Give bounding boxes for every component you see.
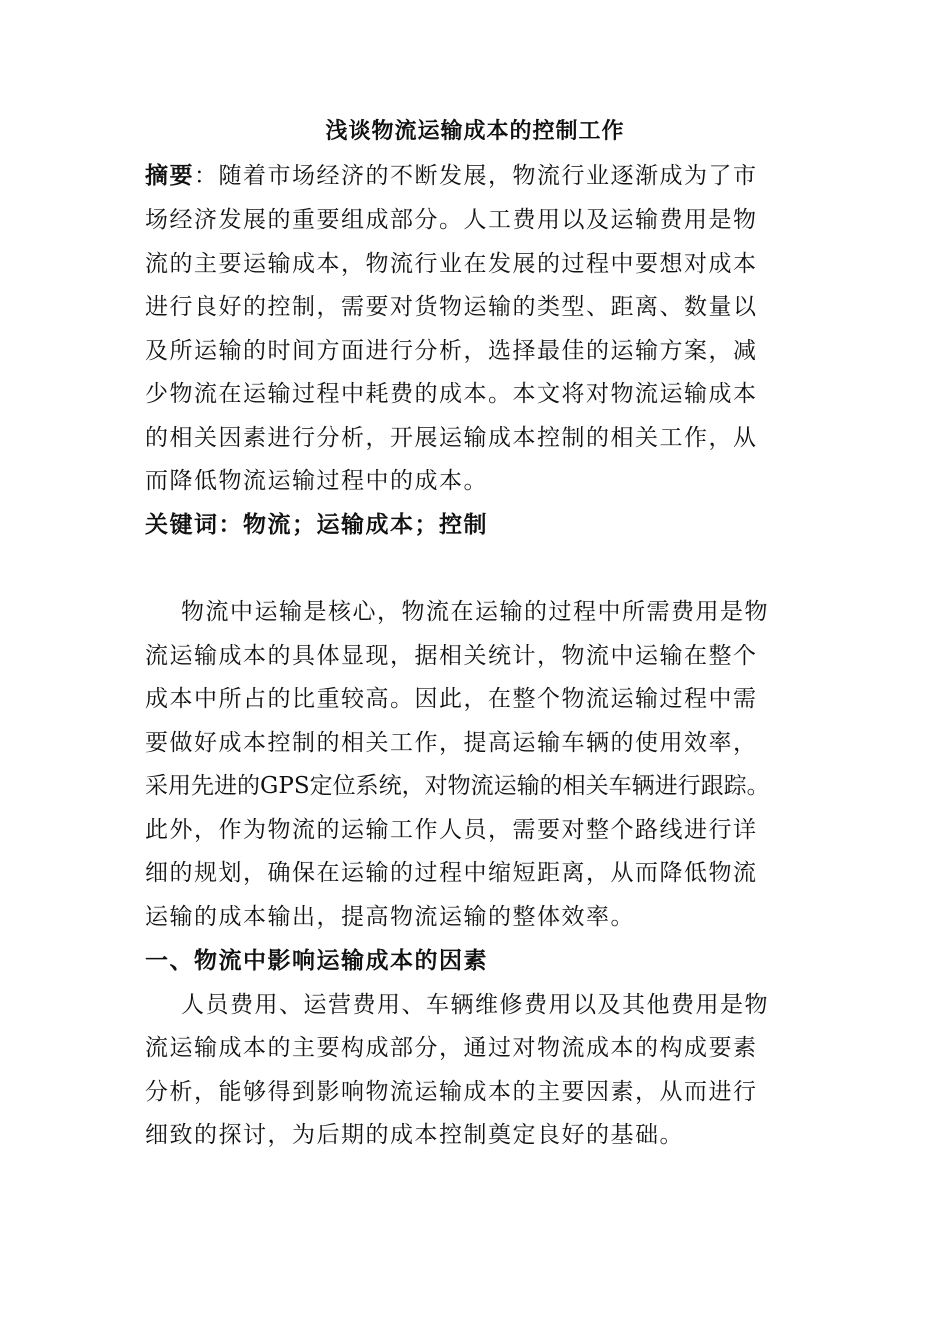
abstract-line-6: 少物流在运输过程中耗费的成本。本文将对物流运输成本 — [145, 381, 758, 407]
abstract-line-2: 场经济发展的重要组成部分。人工费用以及运输费用是物 — [145, 207, 758, 233]
section-line-3: 分析，能够得到影响物流运输成本的主要因素，从而进行 — [145, 1079, 758, 1105]
section-heading: 一、物流中影响运输成本的因素 — [145, 948, 488, 974]
intro-line-7: 细的规划，确保在运输的过程中缩短距离，从而降低物流 — [145, 860, 758, 886]
intro-line-2: 流运输成本的具体显现，据相关统计，物流中运输在整个 — [145, 643, 758, 669]
intro-line-8: 运输的成本输出，提高物流运输的整体效率。 — [145, 904, 635, 930]
intro-line-3: 成本中所占的比重较高。因此，在整个物流运输过程中需 — [145, 686, 758, 712]
intro-line-5: 采用先进的GPS定位系统，对物流运输的相关车辆进行跟踪。 — [145, 773, 770, 799]
abstract-text: ：随着市场经济的不断发展，物流行业逐渐成为了市 — [194, 163, 758, 189]
keywords-line: 关键词：物流；运输成本；控制 — [145, 512, 488, 538]
section-line-2: 流运输成本的主要构成部分，通过对物流成本的构成要素 — [145, 1035, 758, 1061]
abstract-line-7: 的相关因素进行分析，开展运输成本控制的相关工作，从 — [145, 425, 758, 451]
abstract-line-8: 而降低物流运输过程中的成本。 — [145, 468, 488, 494]
intro-line-6: 此外，作为物流的运输工作人员，需要对整个路线进行详 — [145, 817, 758, 843]
section-line-1: 人员费用、运营费用、车辆维修费用以及其他费用是物 — [181, 992, 769, 1018]
abstract-line-5: 及所运输的时间方面进行分析，选择最佳的运输方案，减 — [145, 338, 758, 364]
abstract-label: 摘要 — [145, 163, 194, 189]
document-title: 浅谈物流运输成本的控制工作 — [325, 119, 625, 144]
intro-line-1: 物流中运输是核心，物流在运输的过程中所需费用是物 — [181, 599, 769, 625]
abstract-line-4: 进行良好的控制，需要对货物运输的类型、距离、数量以 — [145, 294, 758, 320]
abstract-line-3: 流的主要运输成本，物流行业在发展的过程中要想对成本 — [145, 251, 758, 277]
abstract-line-1 — [145, 156, 758, 196]
section-line-4: 细致的探讨，为后期的成本控制奠定良好的基础。 — [145, 1122, 684, 1148]
intro-line-4: 要做好成本控制的相关工作，提高运输车辆的使用效率， — [145, 730, 758, 756]
